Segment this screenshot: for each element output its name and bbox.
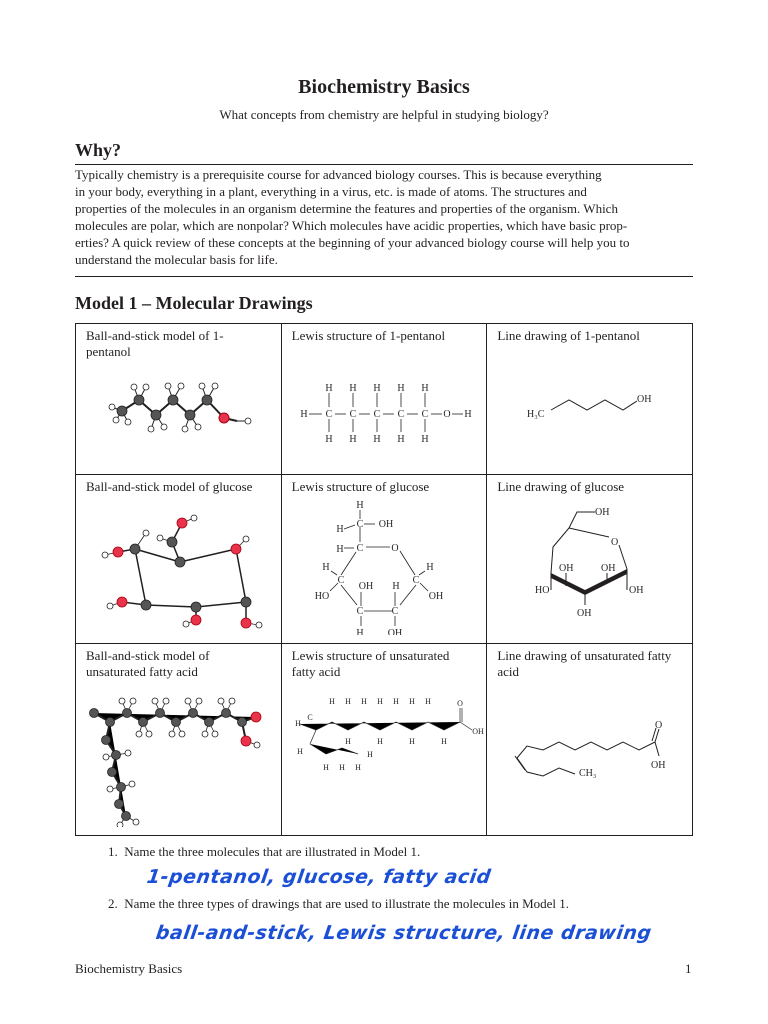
cell-fatty-acid-lewis	[281, 644, 487, 836]
atom-label: OH	[358, 581, 373, 592]
cell-label: Ball-and-stick model of 1-pentanol	[86, 328, 224, 359]
cell-glucose-ball-stick	[76, 475, 282, 644]
atom-label: OH	[428, 591, 443, 602]
atom-label: H	[344, 697, 351, 706]
atom-label: H	[294, 719, 301, 728]
atom-label: H	[322, 763, 329, 772]
atom-label: C	[356, 543, 363, 554]
why-line: properties of the molecules in an organism determine the features and properties of the organism. Which	[75, 201, 618, 216]
atom-label: H	[349, 434, 357, 445]
why-line: molecules are polar, which are nonpolar? Which molecules have acidic properties, which have basic prop-	[75, 218, 628, 233]
atom-label: H	[338, 763, 345, 772]
why-rule-top	[75, 164, 693, 165]
atom-label: O	[655, 720, 663, 731]
glucose-lewis-figure	[282, 475, 487, 635]
atom-label: H	[421, 383, 429, 394]
atom-label: H	[464, 409, 472, 420]
atom-label: CH₃	[579, 768, 597, 779]
pentanol-ball-stick-figure	[76, 324, 281, 466]
cell-fatty-acid-ball-stick	[76, 644, 282, 836]
atom-label: O	[611, 537, 619, 548]
atom-label: H	[344, 737, 351, 746]
fatty-acid-ball-stick-figure	[76, 644, 281, 827]
atom-label: OH	[559, 563, 574, 574]
atom-label: H	[354, 763, 361, 772]
atom-label: H	[373, 434, 381, 445]
cell-glucose-lewis	[281, 475, 487, 644]
atom-label: C	[421, 409, 428, 420]
atom-label: H	[397, 434, 405, 445]
cell-label: Lewis structure of 1-pentanol	[291, 328, 446, 343]
atom-label: H	[392, 697, 399, 706]
atom-label: C	[325, 409, 332, 420]
atom-label: OH	[471, 727, 484, 736]
pentanol-line-figure	[487, 324, 692, 466]
atom-label: H	[424, 697, 431, 706]
why-line: erties? A quick review of these concepts at the beginning of your advanced biology course will help you to	[75, 235, 630, 250]
atom-label: H	[336, 544, 344, 555]
atom-label: H	[426, 562, 434, 573]
atom-label: H	[360, 697, 367, 706]
model-table	[75, 323, 693, 836]
atom-label: H	[392, 581, 400, 592]
atom-label: H	[328, 697, 335, 706]
fatty-acid-lewis-figure	[282, 644, 487, 827]
question-1	[108, 844, 420, 860]
atom-label: C	[306, 713, 313, 722]
atom-label: C	[412, 575, 419, 586]
atom-label: H	[421, 434, 429, 445]
atom-label: O	[443, 409, 451, 420]
question-number: 1.	[108, 844, 118, 859]
answer-1-handwritten: 1-pentanol, glucose, fatty acid	[145, 866, 493, 888]
cell-glucose-line	[487, 475, 693, 644]
atom-label: H	[376, 697, 383, 706]
glucose-line-figure	[487, 475, 692, 635]
atom-label: C	[356, 606, 363, 617]
answer-2-handwritten: ball-and-stick, Lewis structure, line drawing	[154, 922, 654, 944]
model-heading: Model 1 – Molecular Drawings	[75, 293, 313, 313]
footer-title: Biochemistry Basics	[75, 961, 183, 976]
atom-label: HO	[314, 591, 329, 602]
atom-label: OH	[378, 519, 393, 530]
atom-label: H	[373, 383, 381, 394]
cell-pentanol-ball-stick	[76, 324, 282, 475]
atom-label: H₃C	[527, 409, 545, 420]
atom-label: H	[440, 737, 447, 746]
question-text: Name the three types of drawings that are used to illustrate the molecules in Model 1.	[124, 896, 570, 911]
atom-label: C	[356, 519, 363, 530]
atom-label: OH	[601, 563, 616, 574]
atom-label: OH	[595, 507, 610, 518]
cell-label: Line drawing of unsaturated fatty acid	[497, 648, 672, 679]
question-number: 2.	[108, 896, 118, 911]
atom-label: O	[391, 543, 399, 554]
atom-label: H	[325, 434, 333, 445]
atom-label: OH	[637, 394, 652, 405]
atom-label: C	[337, 575, 344, 586]
atom-label: OH	[629, 585, 644, 596]
atom-label: C	[349, 409, 356, 420]
page-subtitle: What concepts from chemistry are helpful in studying biology?	[219, 107, 549, 122]
why-line: Typically chemistry is a prerequisite course for advanced biology courses. This is because everything	[75, 167, 602, 182]
why-paragraph	[75, 166, 695, 268]
atom-label: H	[296, 747, 303, 756]
atom-label: OH	[577, 608, 592, 619]
cell-label: Line drawing of 1-pentanol	[497, 328, 640, 343]
atom-label: H	[366, 750, 373, 759]
cell-label: Ball-and-stick model of unsaturated fatty acid	[86, 648, 210, 679]
atom-label: H	[397, 383, 405, 394]
atom-label: C	[397, 409, 404, 420]
atom-label: OH	[651, 760, 666, 771]
atom-label: H	[300, 409, 308, 420]
cell-label: Ball-and-stick model of glucose	[86, 479, 253, 494]
cell-pentanol-line	[487, 324, 693, 475]
atom-label: H	[336, 524, 344, 535]
why-line: in your body, everything in a plant, everything in a virus, etc. is made of atoms. The structures and	[75, 184, 587, 199]
pentanol-lewis-figure	[282, 324, 487, 466]
atom-label: O	[456, 699, 463, 708]
glucose-ball-stick-figure	[76, 475, 281, 635]
cell-fatty-acid-line	[487, 644, 693, 836]
atom-label: H	[356, 628, 364, 635]
cell-pentanol-lewis	[281, 324, 487, 475]
atom-label: H	[356, 500, 364, 511]
fatty-acid-line-figure	[487, 644, 692, 827]
question-2	[108, 896, 569, 912]
atom-label: H	[408, 737, 415, 746]
cell-label: Lewis structure of unsaturated fatty acid	[291, 648, 450, 679]
atom-label: OH	[387, 628, 402, 635]
why-line: understand the molecular basis for life.	[75, 252, 278, 267]
atom-label: H	[349, 383, 357, 394]
cell-label: Lewis structure of glucose	[291, 479, 430, 494]
atom-label: H	[325, 383, 333, 394]
atom-label: C	[373, 409, 380, 420]
question-text: Name the three molecules that are illustrated in Model 1.	[124, 844, 421, 859]
atom-label: HO	[535, 585, 550, 596]
atom-label: H	[408, 697, 415, 706]
cell-label: Line drawing of glucose	[497, 479, 625, 494]
atom-label: H	[376, 737, 383, 746]
page-title: Biochemistry Basics	[298, 76, 470, 98]
why-rule-bottom	[75, 276, 693, 277]
page-number: 1	[685, 961, 692, 976]
atom-label: H	[322, 562, 330, 573]
why-heading: Why?	[75, 140, 122, 160]
atom-label: C	[391, 606, 398, 617]
